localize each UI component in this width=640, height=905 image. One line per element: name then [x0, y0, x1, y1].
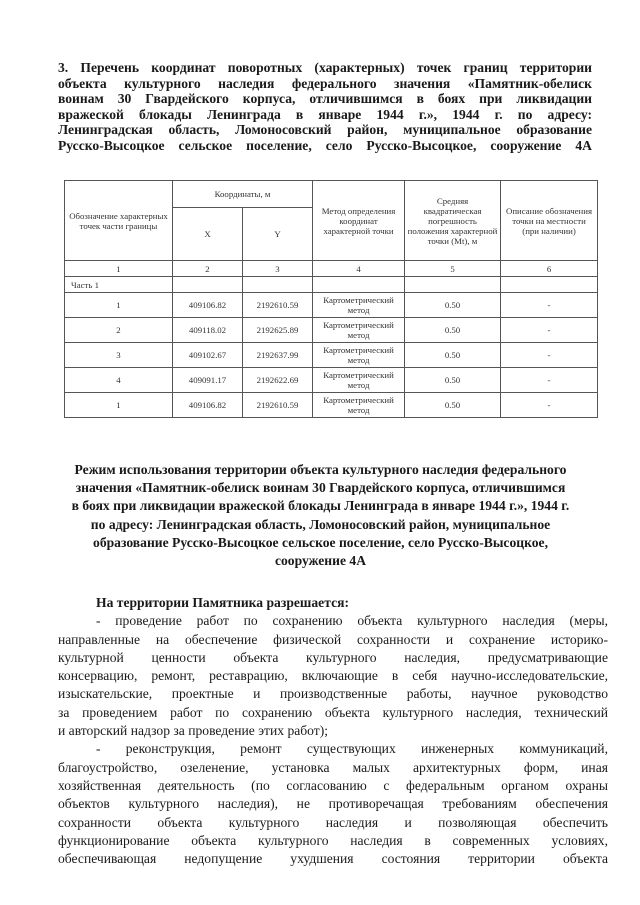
regime-title	[50, 461, 591, 570]
regime-title-line: в боях при ликвидации вражеской блокады Ленинграда в январе 1944 г.», 1944 г.	[71, 498, 570, 514]
part-row	[65, 277, 598, 293]
cell-method: Картометрический метод	[313, 293, 405, 318]
paragraph-line: изыскательские, проектные и производственные работы, научное руководство	[58, 686, 608, 702]
paragraph-line: объектов культурного наследия), не противоречащая требованиям обеспечения	[58, 796, 608, 812]
cell-error: 0.50	[405, 318, 501, 343]
header-y: Y	[243, 208, 313, 261]
cell-point: 1	[65, 293, 173, 318]
heading-line: 3. Перечень координат поворотных (характерных) точек границ территории	[58, 60, 592, 75]
header-coordinates: Координаты, м	[173, 181, 313, 208]
regime-title-line: значения «Памятник-обелиск воинам 30 Гвардейского корпуса, отличившимся	[75, 480, 566, 496]
cell-error: 0.50	[405, 293, 501, 318]
cell-x: 409106.82	[173, 393, 243, 418]
heading-line: объекта культурного наследия федерального значения «Памятник-обелиск	[58, 75, 592, 91]
cell-x: 409102.67	[173, 343, 243, 368]
paragraph-line: - реконструкция, ремонт существующих инженерных коммуникаций,	[96, 741, 608, 757]
cell-y: 2192610.59	[243, 393, 313, 418]
paragraph-line: направленные на обеспечение физической сохранности и сохранение историко-	[58, 631, 608, 647]
regime-title-line: по адресу: Ленинградская область, Ломоносовский район, муниципальное	[90, 516, 551, 532]
column-number: 1	[65, 261, 173, 277]
regime-title-line: Режим использования территории объекта культурного наследия федерального	[74, 462, 567, 477]
cell-description: -	[501, 318, 598, 343]
cell-description: -	[501, 293, 598, 318]
cell-x: 409106.82	[173, 293, 243, 318]
cell-x: 409091.17	[173, 368, 243, 393]
paragraph-line: хозяйственная деятельность (по согласованию с федеральным органом охраны	[58, 777, 608, 793]
table-row	[65, 318, 598, 343]
heading-line: Ленинградская область, Ломоносовский район, муниципальное образование	[58, 122, 592, 138]
cell-method: Картометрический метод	[313, 343, 405, 368]
cell-description: -	[501, 343, 598, 368]
cell-point: 2	[65, 318, 173, 343]
cell-x: 409118.02	[173, 318, 243, 343]
paragraph-line: консервацию, ремонт, реставрацию, включающие в себя научно-исследовательские,	[58, 668, 608, 684]
section-heading	[58, 60, 592, 154]
cell-y: 2192625.89	[243, 318, 313, 343]
cell-error: 0.50	[405, 393, 501, 418]
paragraph-line: - проведение работ по сохранению объекта культурного наследия (меры,	[96, 613, 608, 629]
column-number: 2	[173, 261, 243, 277]
table-row	[65, 393, 598, 418]
regime-title-line: сооружение 4А	[274, 553, 367, 569]
cell-error: 0.50	[405, 368, 501, 393]
coordinates-table	[64, 180, 598, 418]
table-row	[65, 293, 598, 318]
cell-y: 2192622.69	[243, 368, 313, 393]
part-label: Часть 1	[65, 277, 173, 293]
heading-line: Русско-Высоцкое сельское поселение, село Русско-Высоцкое, сооружение 4А	[58, 137, 592, 153]
header-x: X	[173, 208, 243, 261]
table-row	[65, 343, 598, 368]
cell-method: Картометрический метод	[313, 368, 405, 393]
allowed-heading: На территории Памятника разрешается:	[96, 595, 349, 610]
paragraph-line: обеспечивающая недопущение ухудшения состояния территории объекта	[58, 851, 608, 867]
cell-error: 0.50	[405, 343, 501, 368]
paragraph-line: функционирование объекта культурного наследия в современных условиях,	[58, 832, 608, 848]
cell-method: Картометрический метод	[313, 318, 405, 343]
cell-method: Картометрический метод	[313, 393, 405, 418]
cell-point: 1	[65, 393, 173, 418]
paragraph-line: и авторский надзор за проведение этих работ);	[58, 723, 329, 739]
paragraph-line: сохранности объекта культурного наследия и позволяющая обеспечить	[58, 814, 608, 830]
header-point-designation: Обозначение характерных точек части границы	[65, 181, 173, 261]
cell-point: 3	[65, 343, 173, 368]
cell-y: 2192610.59	[243, 293, 313, 318]
cell-point: 4	[65, 368, 173, 393]
paragraph-line: за проведением работ по сохранению объекта культурного наследия, технический	[58, 704, 608, 720]
regime-title-line: образование Русско-Высоцкое сельское поселение, село Русско-Высоцкое,	[93, 534, 548, 550]
column-number: 3	[243, 261, 313, 277]
cell-description: -	[501, 368, 598, 393]
column-number: 5	[405, 261, 501, 277]
column-number: 4	[313, 261, 405, 277]
cell-description: -	[501, 393, 598, 418]
body-text	[58, 594, 608, 868]
heading-line: воинам 30 Гвардейского корпуса, отличившимся в боях при ликвидации	[58, 91, 592, 107]
cell-y: 2192637.99	[243, 343, 313, 368]
paragraph-line: культурной ценности объекта культурного наследия, предусматривающие	[58, 649, 608, 665]
table-row	[65, 368, 598, 393]
header-description: Описание обозначения точки на местности (при наличии)	[501, 181, 598, 261]
paragraph-line: благоустройство, озеленение, установка малых архитектурных форм, иная	[58, 759, 608, 775]
header-error: Средняя квадратическая погрешность положения характерной точки (Mt), м	[405, 181, 501, 261]
header-method: Метод определения координат характерной точки	[313, 181, 405, 261]
heading-line: вражеской блокады Ленинграда в январе 1944 г.», 1944 г. по адресу:	[58, 106, 592, 122]
column-number: 6	[501, 261, 598, 277]
